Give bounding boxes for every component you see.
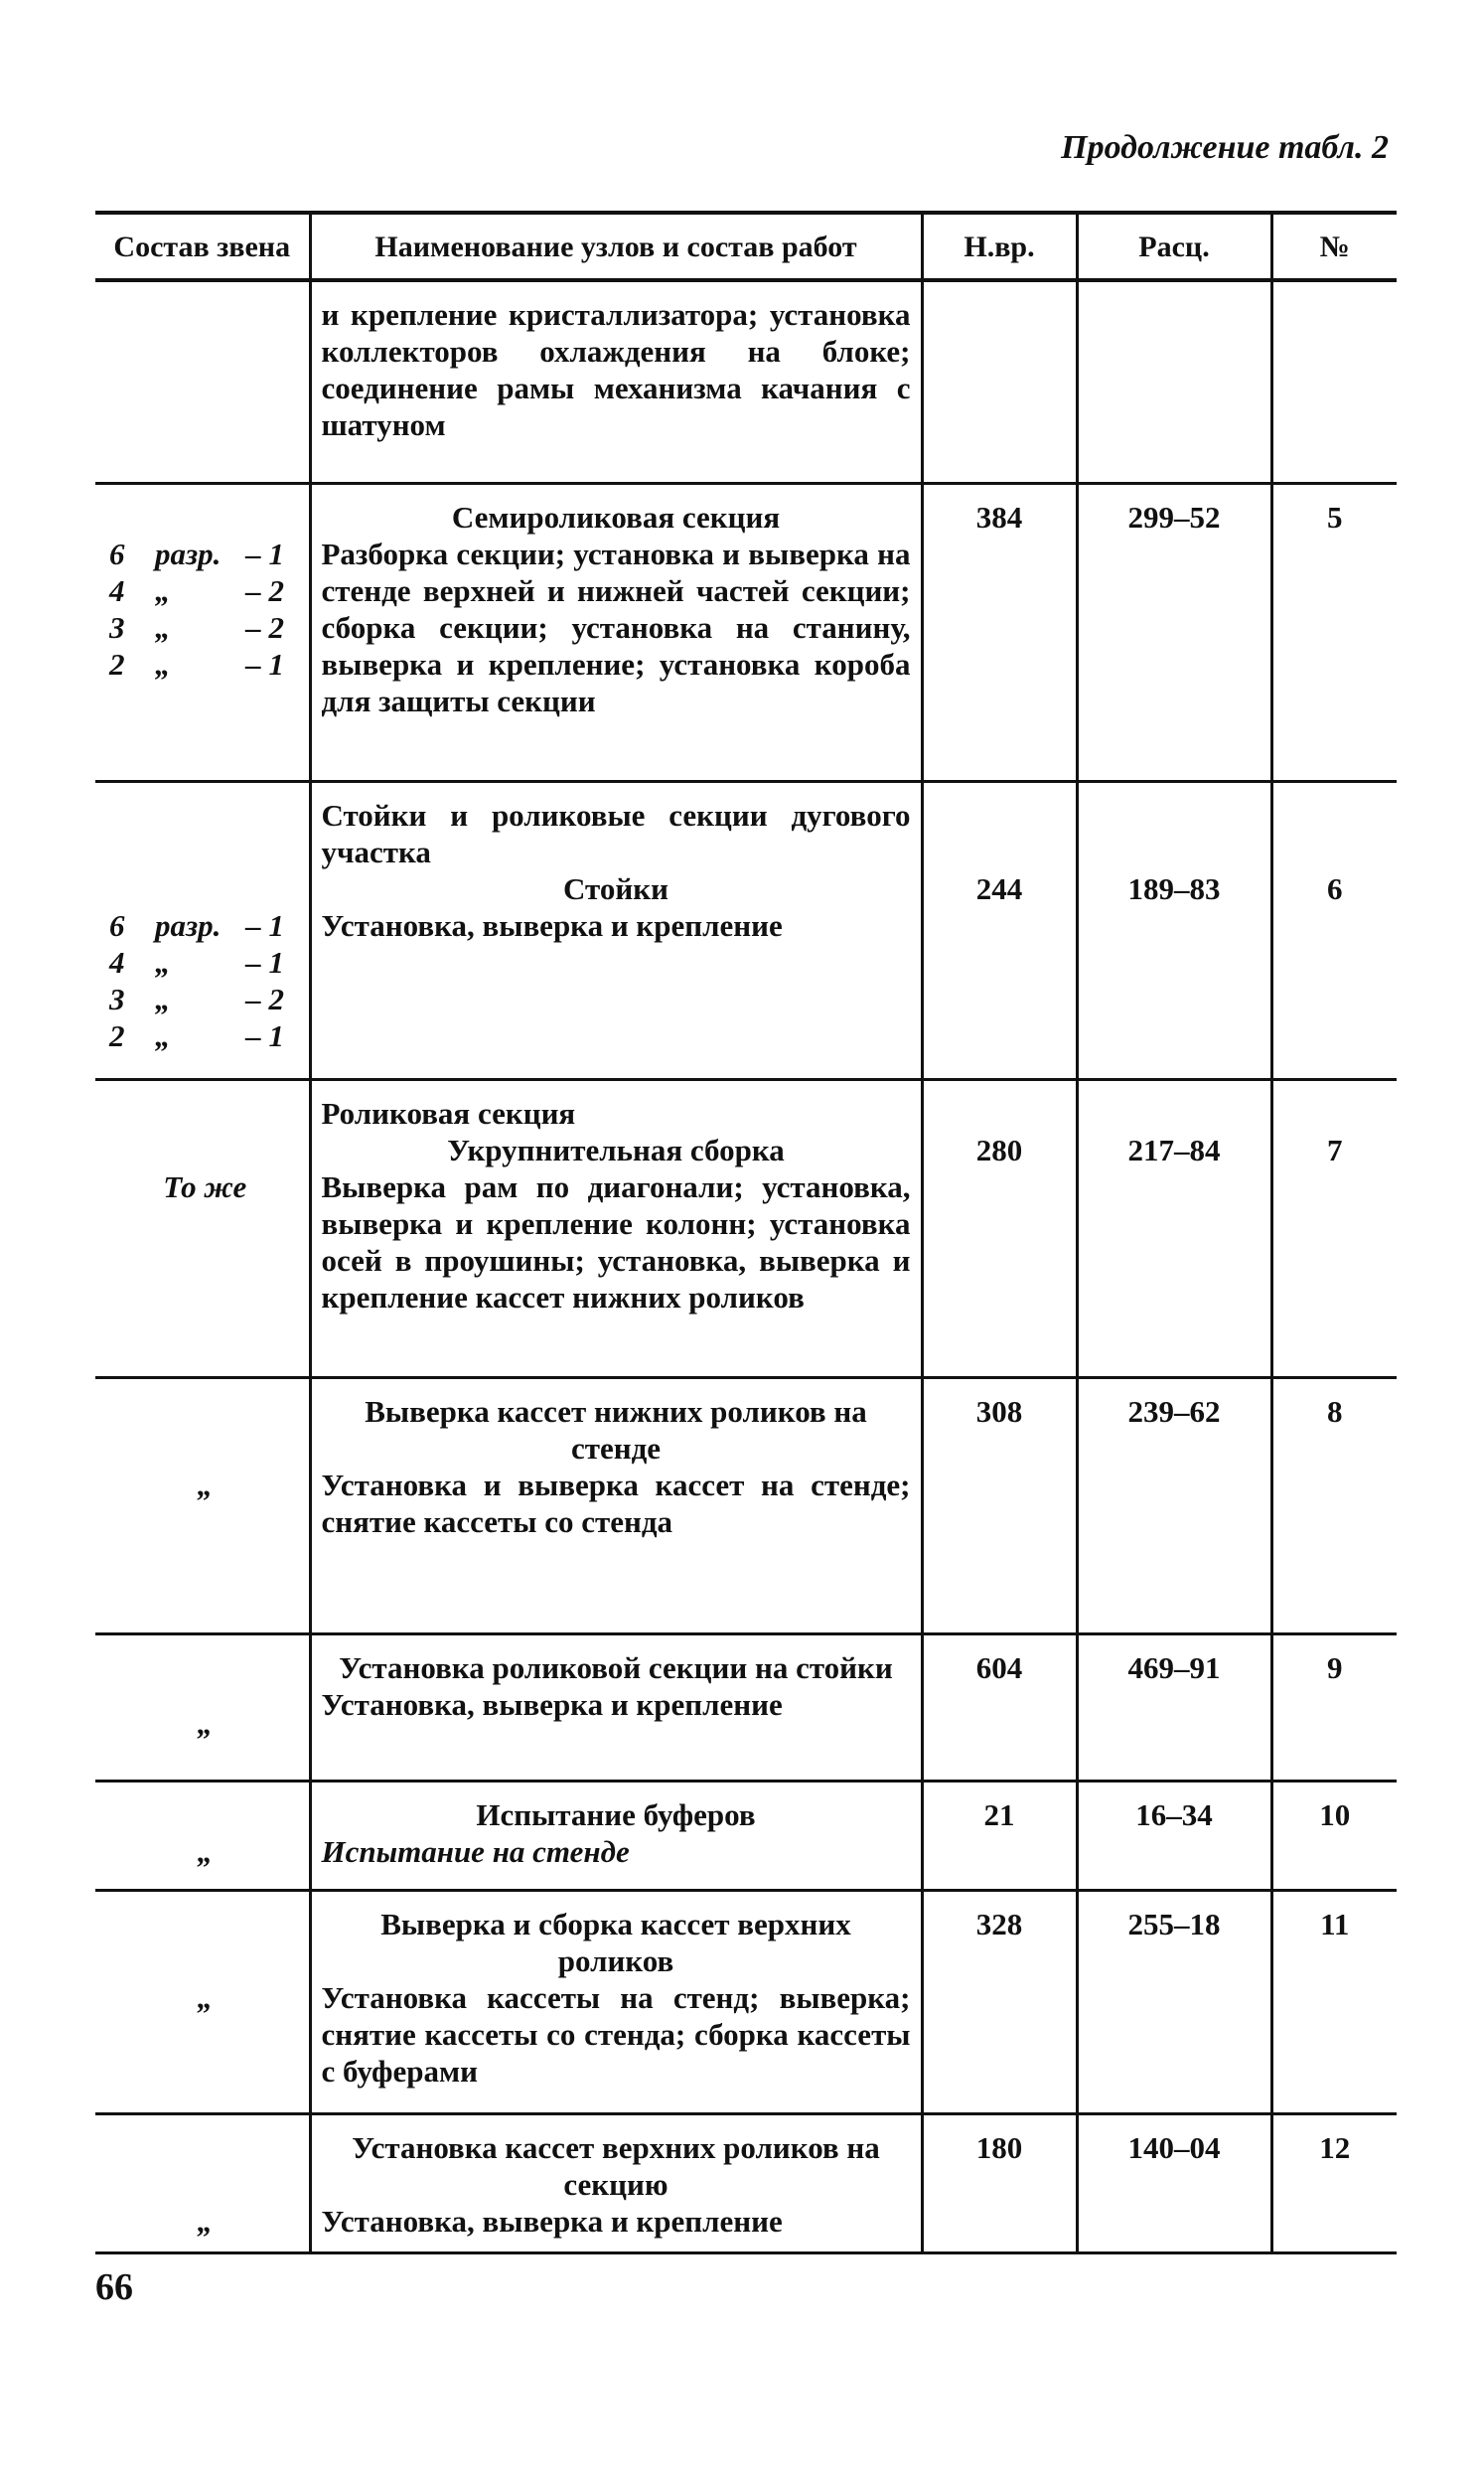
section-heading: Стойки и роликовые секции дугового участка <box>321 797 911 869</box>
work-description: Выверка рам по диагонали; установка, выверка и крепление колонн; установка осей в проушины; установка, выверка и крепление кассет нижних роликов <box>321 1168 911 1315</box>
work-title: Стойки <box>563 870 668 906</box>
norm-cell: 384 <box>922 483 1077 781</box>
number-cell: 11 <box>1271 1890 1397 2113</box>
table-row <box>95 483 1397 781</box>
work-title: Установка роликовой секции на стойки <box>339 1649 893 1685</box>
crew-same: „ <box>197 1467 213 1502</box>
crew-line: 3 „ – 2 <box>109 609 284 645</box>
crew-line: 6 разр. – 1 <box>109 536 284 571</box>
work-description: Испытание на стенде <box>321 1833 630 1869</box>
table-header-row <box>95 213 1397 280</box>
header-name: Наименование узлов и состав работ <box>310 213 922 280</box>
work-title: Семироликовая секция <box>451 499 781 535</box>
work-title: Испытание буферов <box>476 1796 756 1832</box>
crew-cell <box>95 1781 310 1890</box>
work-description: и крепление кристаллизатора; установка коллекторов охлаждения на блоке; соединение рамы механизма качания с шатуном <box>321 297 911 442</box>
page-number: 66 <box>95 2266 133 2308</box>
work-description: Установка кассеты на стенд; выверка; снятие кассеты со стенда; сборка кассеты с буферами <box>321 1979 911 2089</box>
crew-cell <box>95 1079 310 1377</box>
table-row <box>95 280 1397 483</box>
crew-same: „ <box>197 1705 213 1741</box>
table-row <box>95 781 1397 1079</box>
work-cell <box>310 1079 922 1377</box>
crew-line: 2 „ – 1 <box>109 646 284 682</box>
norm-cell: 308 <box>922 1377 1077 1633</box>
work-title: Выверка кассет нижних роликов на стенде <box>365 1393 867 1466</box>
norm-cell: 244 <box>922 781 1077 1079</box>
norm-cell: 328 <box>922 1890 1077 2113</box>
work-description: Установка и выверка кассет на стенде; снятие кассеты со стенда <box>321 1467 911 1539</box>
crew-line: 4 „ – 1 <box>109 944 284 980</box>
work-title: Установка кассет верхних роликов на секцию <box>352 2129 880 2202</box>
number-cell: 10 <box>1271 1781 1397 1890</box>
crew-cell <box>95 483 310 781</box>
header-norm: Н.вр. <box>922 213 1077 280</box>
crew-same: „ <box>197 2203 213 2239</box>
norm-cell: 21 <box>922 1781 1077 1890</box>
table-continuation-caption: Продолжение табл. 2 <box>1061 129 1389 166</box>
table-row <box>95 1079 1397 1377</box>
header-rate: Расц. <box>1077 213 1271 280</box>
rate-cell: 239–62 <box>1077 1377 1271 1633</box>
work-description: Установка, выверка и крепление <box>321 2203 783 2239</box>
work-cell <box>310 280 922 483</box>
work-cell <box>310 483 922 781</box>
norm-cell: 604 <box>922 1633 1077 1781</box>
crew-line: 3 „ – 2 <box>109 981 284 1016</box>
norm-cell: 180 <box>922 2113 1077 2252</box>
number-cell <box>1271 280 1397 483</box>
rate-cell: 299–52 <box>1077 483 1271 781</box>
table-row <box>95 1781 1397 1890</box>
table-row <box>95 1890 1397 2113</box>
work-cell <box>310 1781 922 1890</box>
rate-cell: 140–04 <box>1077 2113 1271 2252</box>
work-description: Установка, выверка и крепление <box>321 907 783 943</box>
norm-cell <box>922 280 1077 483</box>
number-cell: 6 <box>1271 781 1397 1079</box>
number-cell: 7 <box>1271 1079 1397 1377</box>
norm-cell: 280 <box>922 1079 1077 1377</box>
crew-cell <box>95 1633 310 1781</box>
crew-cell <box>95 1890 310 2113</box>
work-cell <box>310 1633 922 1781</box>
rate-cell: 16–34 <box>1077 1781 1271 1890</box>
crew-cell <box>95 2113 310 2252</box>
header-number: № <box>1271 213 1397 280</box>
section-heading: Роликовая секция <box>321 1095 576 1131</box>
work-description: Установка, выверка и крепление <box>321 1686 783 1722</box>
rate-cell: 189–83 <box>1077 781 1271 1079</box>
table-row <box>95 1633 1397 1781</box>
number-cell: 5 <box>1271 483 1397 781</box>
work-norms-table <box>95 211 1397 2254</box>
crew-same: То же <box>163 1168 247 1204</box>
work-cell <box>310 2113 922 2252</box>
header-crew: Состав звена <box>95 213 310 280</box>
work-title: Укрупнительная сборка <box>447 1132 785 1167</box>
work-description: Разборка секции; установка и выверка на стенде верхней и нижней частей секции; сборка секции; установка на станину, выверка и крепление; установка короба для защиты секции <box>321 536 911 718</box>
rate-cell: 255–18 <box>1077 1890 1271 2113</box>
crew-cell <box>95 1377 310 1633</box>
crew-line: 6 разр. – 1 <box>109 907 284 943</box>
work-cell <box>310 781 922 1079</box>
number-cell: 9 <box>1271 1633 1397 1781</box>
crew-line: 2 „ – 1 <box>109 1017 284 1053</box>
work-cell <box>310 1377 922 1633</box>
crew-same: „ <box>197 1833 213 1869</box>
number-cell: 8 <box>1271 1377 1397 1633</box>
crew-same: „ <box>197 1979 213 2015</box>
rate-cell: 217–84 <box>1077 1079 1271 1377</box>
crew-cell <box>95 280 310 483</box>
work-title: Выверка и сборка кассет верхних роликов <box>380 1906 851 1978</box>
rate-cell: 469–91 <box>1077 1633 1271 1781</box>
crew-cell <box>95 781 310 1079</box>
number-cell: 12 <box>1271 2113 1397 2252</box>
table-row <box>95 2113 1397 2252</box>
rate-cell <box>1077 280 1271 483</box>
table-row <box>95 1377 1397 1633</box>
work-cell <box>310 1890 922 2113</box>
crew-line: 4 „ – 2 <box>109 572 284 608</box>
